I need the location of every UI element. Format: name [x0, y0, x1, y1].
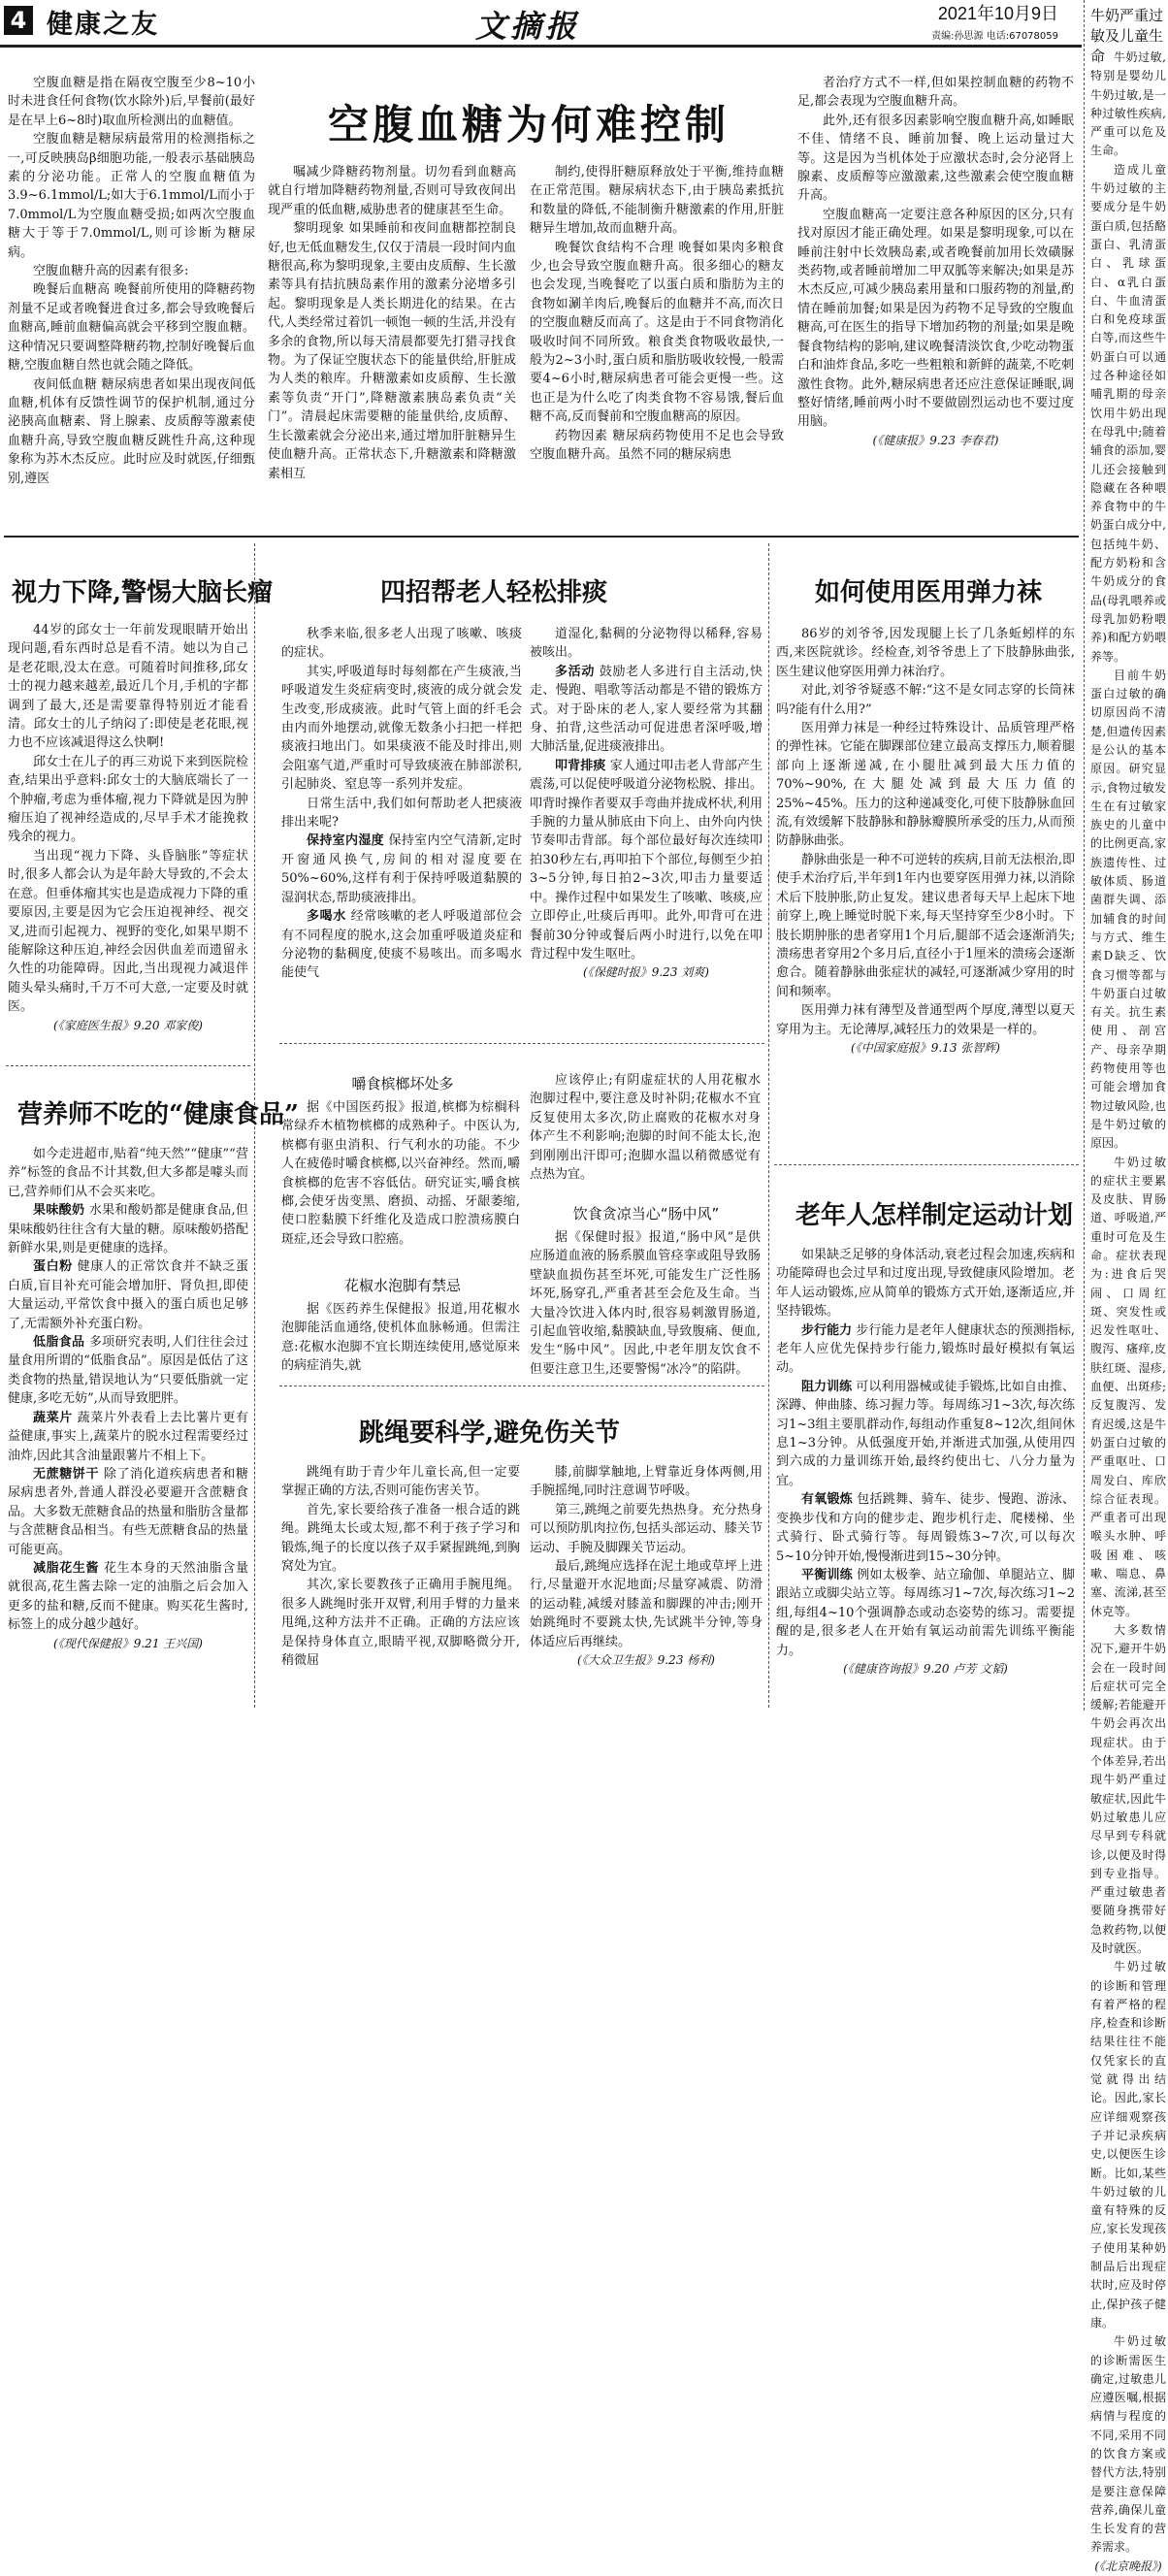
article-title-exercise-plan: 老年人怎样制定运动计划	[795, 1201, 1074, 1230]
paragraph: 晚餐饮食结构不合理 晚餐如果肉多粮食少,也会导致空腹血糖升高。很多细心的糖友也会发现,当晚餐吃了以蛋白质和脂肪为主的食物如涮羊肉后,晚餐后的血糖并不高,而次日的空腹血糖反而高了。这是由于不同食物消化吸收时间不同所致。粮食类食物吸收最快,一般为2~3小时,蛋白质和脂肪吸收较慢,一般需要4~6小时,糖尿病患者可能会更慢一些。这也正是为什么吃了肉类食物不容易饿,餐后血糖不高,反而餐前和空腹血糖高的原因。	[530, 240, 784, 425]
paragraph: 此外,还有很多因素影响空腹血糖升高,如睡眠不佳、情绪不良、睡前加餐、晚上运动量过大等。这是因为当机体处于应激状态时,会分泌肾上腺素、皮质醇等应激激素,这些激素会使空腹血糖升高。	[797, 113, 1074, 204]
headline-betel-nut: 嚼食槟榔坏处多	[351, 1075, 454, 1092]
phlegm-col-2	[530, 625, 762, 1034]
paragraph: 空腹血糖高一定要注意各种原因的区分,只有找对原因才能正确处理。如果是黎明现象,可以在睡前注射中长效胰岛素,或者晚餐前加用长效磺脲类药物,或者睡前增加二甲双胍等来解决;如果是苏木杰反应,可减少胰岛素用量和口服药物的剂量,酌情在睡前加餐;如果是因为药物不足导致的空腹血糖高,可在医生的指导下增加药物的剂量;如果是晚餐食物结构的影响,建议晚餐清淡饮食,少吃动物蛋白和油炸食品,多吃一些粗粮和新鲜的蔬菜,不吃刺激性食物。此外,糖尿病患者还应注意保证睡眠,调整好情绪,睡前两小时不要做剧烈运动也不要过度用脑。	[797, 207, 1074, 430]
article-source: (《中国家庭报》9.13 张智辉)	[851, 1040, 1000, 1055]
gut-stroke-body	[530, 1228, 761, 1378]
masthead: 文摘报	[475, 8, 581, 45]
fasting-glucose-col-4	[797, 74, 1074, 524]
paragraph: 其次,家长要教孩子正确用手腕甩绳。很多人跳绳时张开双臂,利用手臂的力量来甩绳,这种方法并不正确。正确的方法应该是保持身体直立,眼睛平视,双脚略微分开,稍微屈	[281, 1578, 520, 1669]
article-title-jump-rope: 跳绳要科学,避免伤关节	[359, 1418, 621, 1448]
headline-pepper-foot: 花椒水泡脚有禁忌	[343, 1277, 461, 1294]
section-title: 健康之友	[47, 10, 159, 40]
paragraph: 低脂食品 多项研究表明,人们往往会过量食用所谓的“低脂食品”。原因是低估了这类食物的热量,错误地认为“只要低脂就一定健康,多吃无妨”,从而导致肥胖。	[8, 1335, 248, 1407]
article-source: (《北京晚报》)	[1094, 2559, 1162, 2573]
paragraph: 牛奶过敏的症状主要累及皮肤、胃肠道、呼吸道,严重时可危及生命。症状表现为:进食后哭闹、口周红斑、突发性或迟发性呕吐、腹泻、瘙痒,皮肤红斑、湿疹,血便、出斑疹;反复腹泻、发育迟缓,这是牛奶蛋白过敏的严重呕吐、口周发白、库欣综合征表现。严重者可出现喉头水肿、呼吸困难、咳嗽、喘息、鼻塞、流涕,甚至休克等。	[1090, 1155, 1166, 1618]
paragraph: 空腹血糖是糖尿病最常用的检测指标之一,可反映胰岛β细胞功能,一般表示基础胰岛素的分泌功能。正常人的空腹血糖值为3.9~6.1mmol/L;如大于6.1mmol/L而小于7.0mmol/L为空腹血糖受损;如两次空腹血糖大于等于7.0mmol/L,则可诊断为糖尿病。	[8, 132, 255, 260]
paragraph: 保持室内湿度 保持室内空气清新,定时开窗通风换气,房间的相对湿度要在50%~60%,这样有利于保持呼吸道黏膜的湿润状态,帮助痰液排出。	[281, 833, 522, 905]
paragraph: 蛋白粉 健康人的正常饮食并不缺乏蛋白质,盲目补充可能会增加肝、肾负担,即使大量运动,平常饮食中摄入的蛋白质也足够了,无需额外补充蛋白粉。	[8, 1259, 248, 1331]
editor-info: 责编:孙思源 电话:67078059	[931, 31, 1058, 42]
fasting-glucose-col-1	[8, 74, 255, 524]
paragraph: 制约,使得肝糖原释放处于平衡,维持血糖在正常范围。糖尿病状态下,由于胰岛素抵抗和数量的降低,不能制衡升糖激素的作用,肝脏糖异生增加,故而血糖升高。	[530, 165, 784, 237]
paragraph: 夜间低血糖 糖尿病患者如果出现夜间低血糖,机体有反馈性调节的保护机制,通过分泌胰高血糖素、肾上腺素、皮质醇等激素使血糖升高,导致空腹血糖反跳性升高,这种现象称为苏木杰反应。此时应及时就医,仔细甄别,遵医	[8, 376, 255, 486]
paragraph: 第三,跳绳之前要先热热身。充分热身可以预防肌肉拉伤,包括头部运动、膝关节运动、手腕及脚踝关节运动。	[530, 1502, 762, 1555]
page-number: 4	[4, 6, 33, 35]
health-food-body	[8, 1145, 248, 1708]
section-rule-1	[4, 536, 1079, 538]
fasting-glucose-col-3	[530, 163, 784, 524]
betel-nut-body	[281, 1098, 520, 1271]
article-title-vision: 视力下降,警惕大脑长瘤	[12, 578, 274, 607]
article-source: (《健康报》9.23 李春君)	[872, 433, 999, 447]
paragraph: 有氧锻炼 包括跳舞、骑车、徒步、慢跑、游泳、变换步伐和方向的健步走、跑步机行走、爬楼梯、坐式骑行、卧式骑行等。每周锻炼3~7次,可以每次5~10分钟开始,慢慢渐进到15~30分钟。	[776, 1492, 1075, 1564]
paragraph: 对此,刘爷爷疑惑不解:“这不是女同志穿的长筒袜吗?能有什么用?”	[776, 683, 1075, 717]
paragraph: 膝,前脚掌触地,上臂靠近身体两侧,用手腕摇绳,同时注意调节呼吸。	[530, 1465, 762, 1499]
exercise-plan-body	[776, 1246, 1075, 1708]
paragraph: 大多数情况下,避开牛奶会在一段时间后症状可完全缓解;若能避开牛奶会再次出现症状。由于个体差异,若出现牛奶严重过敏症状,因此牛奶过敏患儿应尽早到专科就诊,以便及时得到专业指导。严重过敏患者要随身携带好急救药物,以便及时就医。	[1090, 1622, 1166, 1955]
headline-milk-allergy: 牛奶严重过敏及儿童生命	[1090, 7, 1164, 65]
article-title-phlegm: 四招帮老人轻松排痰	[380, 578, 608, 607]
paragraph: 牛奶过敏,特别是婴幼儿牛奶过敏,是一种过敏性疾病,严重可以危及生命。	[1090, 50, 1166, 158]
jump-rope-col-1	[281, 1463, 520, 1708]
article-source: (《健康咨询报》9.20 卢芳 文韬)	[843, 1661, 1008, 1676]
paragraph: 嘱减少降糖药物剂量。切勿看到血糖高就自行增加降糖药物剂量,否则可导致夜间出现严重的低血糖,威胁患者的健康甚至生命。	[268, 165, 516, 217]
paragraph: 医用弹力袜有薄型及普通型两个厚度,薄型以夏天穿用为主。无论薄厚,减轻压力的效果是一样的。	[776, 1003, 1075, 1037]
paragraph: 空腹血糖升高的因素有很多:	[33, 264, 189, 279]
paragraph: 多喝水 经常咳嗽的老人呼吸道部位会有不同程度的脱水,这会加重呼吸道炎症和分泌物的黏稠度,使痰不易咳出。而多喝水能使气	[281, 909, 522, 981]
paragraph: 步行能力 步行能力是老年人健康状态的预测指标,老年人应优先保持步行能力,锻炼时最好模拟有氧运动。	[776, 1322, 1075, 1376]
headline-gut-stroke: 饮食贪凉当心“肠中风”	[572, 1205, 720, 1223]
paragraph: 最后,跳绳应选择在泥土地或草坪上进行,尽量避开水泥地面;尽量穿减震、防滑的运动鞋,减缓对膝盖和脚踝的冲击;刚开始跳绳时不要跳太快,先试跳半分钟,等身体适应后再继续。	[530, 1559, 762, 1649]
paragraph: 减脂花生酱 花生本身的天然油脂含量就很高,花生酱去除一定的油脂之后会加入更多的盐和糖,反而不健康。购买花生酱时,标签上的成分越少越好。	[8, 1560, 248, 1633]
article-title-health-food: 营养师不吃的“健康食品”	[17, 1100, 299, 1129]
paragraph: 牛奶过敏的诊断和管理有着严格的程序,检查和诊断结果往往不能仅凭家长的直觉就得出结论。因此,家长应详细观察孩子并记录疾病史,以便医生诊断。比如,某些牛奶过敏的儿童有特殊的反应,家长发现孩子使用某种奶制品后出现症状时,应及时停止,保护孩子健康。	[1090, 1960, 1166, 2330]
paragraph: 首先,家长要给孩子准备一根合适的跳绳。跳绳太长或太短,都不利于孩子学习和锻炼,绳子的长度以孩子双手紧握跳绳,到胸窝处为宜。	[281, 1502, 520, 1575]
paragraph: 据《保健时报》报道,“肠中风”是供应肠道血液的肠系膜血管痉挛或阻导致肠壁缺血损伤甚至坏死,可能发生广泛性肠坏死,肠穿孔,严重者甚至会危及生命。当大量冷饮进入体内时,很容易刺激胃肠道,引起血管收缩,黏膜缺血,导致腹痛、便血,发生“肠中风”。因此,中老年朋友饮食不但要注意卫生,还要警惕“冰冷”的陷阱。	[530, 1230, 761, 1377]
pepper-foot-body-2	[530, 1071, 761, 1197]
fasting-glucose-col-2	[268, 163, 516, 524]
paragraph: 如果缺乏足够的身体活动,衰老过程会加速,疾病和功能障碍也会过早和过度出现,导致健康风险增加。老年人运动锻炼,应从简单的锻炼方式开始,逐渐适应,并坚持锻炼。	[776, 1248, 1075, 1320]
paragraph: 医用弹力袜是一种经过特殊设计、品质管理严格的弹性袜。它能在脚踝部位建立最高支撑压力,顺着腿部向上逐渐递减,在小腿肚减到最大压力值的70%~90%,在大腿处减到最大压力值的25%~45%。压力的这种递减变化,可使下肢静脉血回流,有效缓解下肢静脉和静脉瓣膜所承受的压力,从而预防静脉曲张。	[776, 721, 1075, 849]
paragraph: 果味酸奶 水果和酸奶都是健康食品,但果味酸奶往往含有大量的糖。原味酸奶搭配新鲜水果,则是更健康的选择。	[8, 1203, 248, 1256]
paragraph: 44岁的邱女士一年前发现眼睛开始出现问题,看东西时总是看不清。她以为自己是老花眼,没太在意。可随着时间推移,邱女士的视力越来越差,最近几个月,手机的字都调到了最大,还是需要靠得特别近才能看清。邱女士的儿子纳闷了:即使是老花眼,视力也不应该减退得这么快啊!	[8, 623, 248, 751]
paragraph: 跳绳有助于青少年儿童长高,但一定要掌握正确的方法,否则可能伤害关节。	[281, 1465, 520, 1499]
paragraph: 黎明现象 如果睡前和夜间血糖都控制良好,也无低血糖发生,仅仅于清晨一段时间内血糖很高,称为黎明现象,主要由皮质醇、生长激素等具有拮抗胰岛素作用的激素分泌增多引起。黎明现象是人类长期进化的结果。在古代,人类经常过着饥一顿饱一顿的生活,并没有多余的食物,所以每天清晨都要先打猎寻找食物。为了保证空腹状态下的能量供给,肝脏成为人类的粮库。升糖激素如皮质醇、生长激素等负责“开门”,降糖激素胰岛素负责“关门”。清晨起床需要糖的能量供给,皮质醇、生长激素就会分泌出来,通过增加肝脏糖异生使血糖升高。正常状态下,升糖激素和降糖激素相互	[268, 221, 516, 481]
header-rule	[0, 45, 1082, 48]
paragraph: 阻力训练 可以利用器械或徒手锻炼,比如自由推、深蹲、伸曲膝、练习握力等。每周练习1~3次,每次练习1~3组主要肌群动作,每组动作重复8~12次,组间休息1~3分钟。从低强度开始,并渐进式加强,从使用四到六成的力量训练开始,最终约使出七、八分力量为宜。	[776, 1379, 1075, 1488]
article-title-fasting-glucose: 空腹血糖为何难控制	[328, 101, 730, 148]
phlegm-divider	[279, 1043, 764, 1044]
jump-rope-col-2	[530, 1463, 762, 1708]
paragraph: 目前牛奶蛋白过敏的确切原因尚不清楚,但遗传因素是公认的基本原因。研究显示,食物过敏发生在有过敏家族史的儿童中的比例更高,家族遗传性、过敏体质、肠道菌群失调、添加辅食的时间与方式、维生素D缺乏、饮食习惯等都与牛奶蛋白过敏有关。抗生素使用、剖宫产、母亲孕期药物使用等也可能会增加食物过敏风险,也是牛奶过敏的原因。	[1090, 668, 1166, 1151]
paragraph: 药物因素 糖尿病药物使用不足也会导致空腹血糖升高。虽然不同的糖尿病患	[530, 428, 784, 463]
vision-body	[8, 621, 248, 1044]
pepper-foot-body-1	[281, 1300, 520, 1376]
paragraph: 平衡训练 例如太极拳、站立瑜伽、单腿站立、脚跟站立或脚尖站立等。每周练习1~7次,每次练习1~2组,每组4~10个强调静态或动态姿势的练习。需要提醒的是,很多老人在开始有氧运动前需先训练平衡能力。	[776, 1567, 1075, 1658]
paragraph: 者治疗方式不一样,但如果控制血糖的药物不足,都会表现为空腹血糖升高。	[797, 76, 1074, 110]
paragraph: 牛奶过敏的诊断需医生确定,过敏患儿应遵医嘱,根据病情与程度的不同,采用不同的饮食方案或替代方法,特别是要注意保障营养,确保儿童生长发育的营养需求。	[1090, 2334, 1166, 2555]
paragraph: 据《医药养生保健报》报道,用花椒水泡脚能活血通络,使机体血脉畅通。但需注意:花椒水泡脚不宜长期连续使用,感觉原来的病症消失,就	[281, 1302, 520, 1374]
paragraph: 邱女士在儿子的再三劝说下来到医院检查,结果出乎意料:邱女士的大脑底端长了一个肿瘤,考虑为垂体瘤,视力下降就是因为肿瘤压迫了视神经造成的,尽早手术才能挽救残余的视力。	[8, 754, 248, 845]
article-source: (《现代保健报》9.21 王兴国)	[53, 1636, 203, 1650]
article-source: (《家庭医生报》9.20 邓家俊)	[53, 1018, 203, 1032]
paragraph: 道湿化,黏稠的分泌物得以稀释,容易被咳出。	[530, 627, 762, 661]
paragraph: 多活动 鼓励老人多进行自主活动,快走、慢跑、唱歌等活动都是不错的锻炼方式。对于卧床的老人,家人要经常为其翻身、拍背,这些活动可促进患者深呼吸,增大肺活量,促进痰液排出。	[530, 664, 762, 755]
paragraph: 如今走进超市,贴着“纯天然”“健康”“营养”标签的食品不计其数,但大多都是噱头而已,营养师们从不会买来吃。	[8, 1147, 248, 1199]
paragraph: 应该停止;有阴虚症状的人用花椒水泡脚过程中,要注意及时补阴;花椒水不宜反复使用太多次,防止腐败的花椒水对身体产生不利影响;泡脚的时间不能太长,泡到刚刚出汗即可;泡脚水温以稍微感觉有点热为宜。	[530, 1073, 761, 1183]
article-source: (《大众卫生报》9.23 杨利)	[577, 1653, 715, 1668]
paragraph: 叩背排痰 家人通过叩击老人背部产生震荡,可以促使呼吸道分泌物松脱、排出。叩背时操作者要双手弯曲并拢成杯状,利用手腕的力量从肺底由下向上、由外向内快节奏叩击背部。每个部位最好每次连续叩拍30秒左右,再叩拍下个部位,每侧至少拍3~5分钟,每日拍2~3次,叩击力量要适中。操作过程中如果发生了咳嗽、咳痰,应立即停止,吐痰后再叩。此外,叩背可在进餐前30分钟或餐后两小时进行,以免在叩背过程中发生呕吐。	[530, 758, 762, 962]
article-source: (《保健时报》9.23 刘爽)	[583, 965, 709, 980]
page-header	[0, 0, 1082, 45]
article-title-compression-stockings: 如何使用医用弹力袜	[815, 578, 1043, 607]
vision-divider	[6, 1065, 250, 1066]
paragraph: 晚餐后血糖高 晚餐前所使用的降糖药物剂量不足或者晚餐进食过多,都会导致晚餐后血糖高,睡前血糖偏高就会平移到空腹血糖。这种情况只要调整降糖药物,控制好晚餐后血糖,空腹血糖自然也就会随之降低。	[8, 282, 255, 374]
col-divider-2	[768, 543, 769, 1708]
paragraph: 无蔗糖饼干 除了消化道疾病患者和糖尿病患者外,普通人群没必要避开含蔗糖食品。大多数无蔗糖食品的热量和脂肪含量都与含蔗糖食品相当。有些无蔗糖食品的热量可能更高。	[8, 1466, 248, 1557]
paragraph: 86岁的刘爷爷,因发现腿上长了几条蚯蚓样的东西,来医院就诊。经检查,刘爷爷患上了下肢静脉曲张,医生建议他穿医用弹力袜治疗。	[776, 627, 1075, 679]
paragraph: 其实,呼吸道每时每刻都在产生痰液,当呼吸道发生炎症病变时,痰液的成分就会发生改变,形成痰液。此时气管上面的纤毛会由内而外地摆动,就像无数条小扫把一样把痰液扫地出门。如果痰液不能及时排出,则会阻塞气道,严重时可导致痰液在肺部淤积,引起肺炎、窒息等一系列并发症。	[281, 664, 522, 793]
right-column-divider	[1084, 0, 1085, 1711]
paragraph: 秋季来临,很多老人出现了咳嗽、咳痰的症状。	[281, 627, 522, 661]
milk-allergy-body	[1090, 49, 1166, 2573]
paragraph: 静脉曲张是一种不可逆转的疾病,目前无法根治,即使手术治疗后,半年到1年内也要穿医用弹力袜,以消除术后下肢肿胀,防止复发。建议患者每天早上起床下地前穿上,晚上睡觉时脱下来,每天坚持穿至少8小时。下肢长期肿胀的患者穿用1个月后,腿部不适会逐渐消失;溃疡患者穿用2个多月后,直径小于1厘米的溃疡会逐渐愈合。随着静脉曲张症状的减轻,可逐渐减少穿用的时间和频率。	[776, 852, 1075, 999]
issue-date: 2021年10月9日	[937, 4, 1058, 23]
phlegm-col-1	[281, 625, 522, 1034]
paragraph: 当出现“视力下降、头昏脑胀”等症状时,很多人都会认为是年龄大导致的,不会太在意。但垂体瘤其实也是造成视力下降的重要原因,主要是因为它会压迫视神经、视交叉,进而引起视力、视野的变化,如果早期不能解除这种压迫,神经会因供血差而遗留永久性的功能障碍。因此,当出现视力减退伴随头晕头痛时,千万不可大意,一定要及时就医。	[8, 848, 248, 1015]
stockings-divider	[774, 1164, 1079, 1165]
paragraph: 造成儿童牛奶过敏的主要成分是牛奶蛋白质,包括酪蛋白、乳清蛋白、乳球蛋白、α乳白蛋白、牛血清蛋白和免疫球蛋白等,而这些牛奶蛋白可以通过各种途径如哺乳期的母亲饮用牛奶出现在母乳中;随着辅食的添加,婴儿还会接触到隐藏在各种喂养食物中的牛奶蛋白成分中,包括纯牛奶、配方奶粉和含牛奶成分的食品(母乳喂养或母乳加奶粉喂养)和配方奶喂养等。	[1090, 162, 1166, 664]
paragraph: 日常生活中,我们如何帮助老人把痰液排出来呢?	[281, 796, 522, 831]
paragraph: 蔬菜片 蔬菜片外表看上去比薯片更有益健康,事实上,蔬菜片的脱水过程需要经过油炸,因此其含油量跟薯片不相上下。	[8, 1410, 248, 1463]
paragraph: 空腹血糖是指在隔夜空腹至少8~10小时未进食任何食物(饮水除外)后,早餐前(最好是在早上6~8时)取血所检测出的血糖值。	[8, 76, 255, 128]
paragraph: 据《中国医药报》报道,槟榔为棕榈科常绿乔木植物槟榔的成熟种子。中医认为,槟榔有驱虫消积、行气利水的功能。不少人在疲倦时嚼食槟榔,以兴奋神经。然而,嚼食槟榔的危害不容低估。研究证实,嚼食槟榔,会使牙齿变黑、磨损、动摇、牙龈萎缩,使口腔黏膜下纤维化及造成口腔溃疡膜白斑症,还会导致口腔癌。	[281, 1100, 520, 1247]
compression-stockings-body	[776, 625, 1075, 1147]
